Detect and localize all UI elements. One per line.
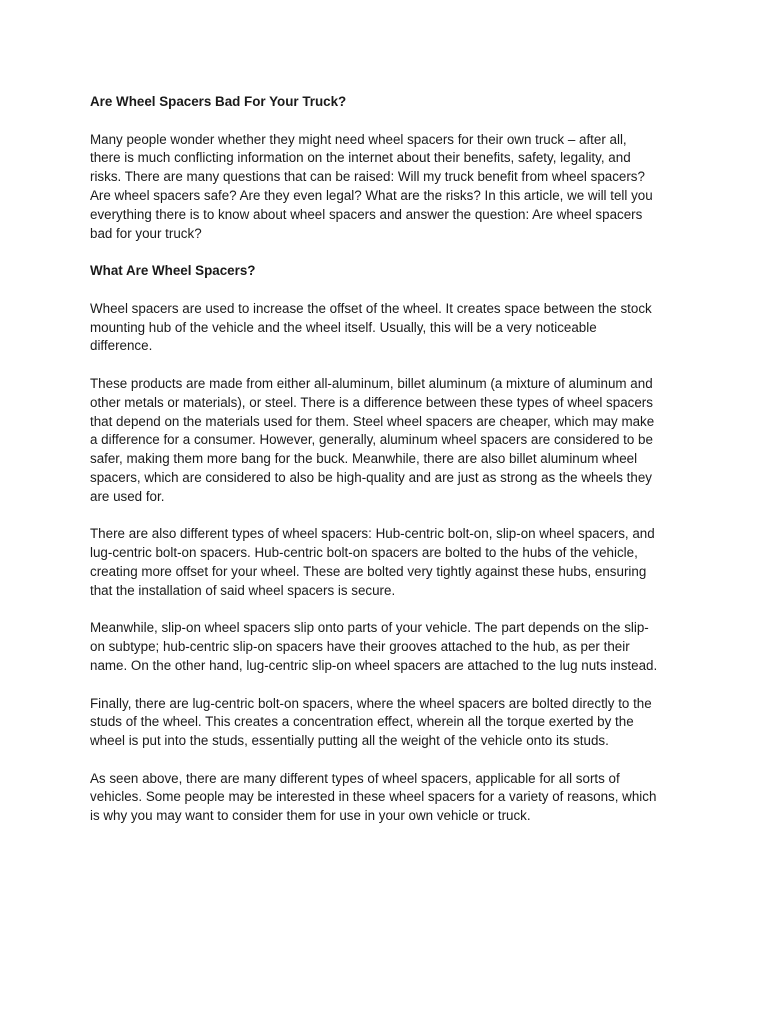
paragraph-line: As seen above, there are many different types of wheel spacers, applicable for all sorts of [90,770,620,786]
paragraph-line: spacers, which are considered to also be high-quality and are just as strong as the wheels they [90,469,652,485]
paragraph-line: Wheel spacers are used to increase the offset of the wheel. It creates space between the stock [90,300,652,316]
paragraph-line: These products are made from either all-aluminum, billet aluminum (a mixture of aluminum and [90,375,653,391]
paragraph-line: difference. [90,338,153,354]
paragraph-line: vehicles. Some people may be interested in these wheel spacers for a variety of reasons, which [90,789,657,805]
section-heading: What Are Wheel Spacers? [90,263,256,279]
intro-paragraph [90,131,680,244]
paragraph-definition [90,300,680,356]
intro-line: bad for your truck? [90,225,202,241]
paragraph-slip-on [90,619,680,675]
paragraph-line: are used for. [90,488,165,504]
paragraph-lug-centric [90,695,680,751]
paragraph-line: on subtype; hub-centric slip-on spacers have their grooves attached to the hub, as per their [90,639,630,655]
document-page [90,93,680,845]
document-title: Are Wheel Spacers Bad For Your Truck? [90,94,347,109]
paragraph-line: Finally, there are lug-centric bolt-on spacers, where the wheel spacers are bolted directly to the [90,695,652,711]
intro-line: risks. There are many questions that can be raised: Will my truck benefit from wheel spacers? [90,169,645,185]
paragraph-line: a difference for a consumer. However, generally, aluminum wheel spacers are considered to be [90,432,653,448]
paragraph-line: mounting hub of the vehicle and the wheel itself. Usually, this will be a very noticeable [90,319,597,335]
paragraph-line: There are also different types of wheel spacers: Hub-centric bolt-on, slip-on wheel spacers, and [90,526,655,542]
intro-line: Are wheel spacers safe? Are they even legal? What are the risks? In this article, we will tell you [90,187,653,203]
paragraph-line: that depend on the materials used for them. Steel wheel spacers are cheaper, which may make [90,413,655,429]
intro-line: there is much conflicting information on the internet about their benefits, safety, legality, and [90,150,631,166]
paragraph-materials [90,375,680,507]
paragraph-line: safer, making them more bang for the buck. Meanwhile, there are also billet aluminum wheel [90,451,638,467]
intro-line: Many people wonder whether they might need wheel spacers for their own truck – after all, [90,131,627,147]
intro-line: everything there is to know about wheel spacers and answer the question: Are wheel spacers [90,206,643,222]
paragraph-line: other metals or materials), or steel. There is a difference between these types of wheel spacers [90,394,653,410]
paragraph-conclusion [90,770,680,826]
paragraph-line: lug-centric bolt-on spacers. Hub-centric bolt-on spacers are bolted to the hubs of the vehicle, [90,545,638,561]
paragraph-line: name. On the other hand, lug-centric slip-on wheel spacers are attached to the lug nuts instead. [90,657,658,673]
paragraph-line: that the installation of said wheel spacers is secure. [90,582,396,598]
paragraph-line: wheel is put into the studs, essentially putting all the weight of the vehicle onto its studs. [90,733,609,749]
paragraph-line: creating more offset for your wheel. These are bolted very tightly against these hubs, ensuring [90,563,647,579]
paragraph-line: Meanwhile, slip-on wheel spacers slip onto parts of your vehicle. The part depends on the slip- [90,620,649,636]
paragraph-types [90,525,680,600]
paragraph-line: studs of the wheel. This creates a concentration effect, wherein all the torque exerted by the [90,714,634,730]
paragraph-line: is why you may want to consider them for use in your own vehicle or truck. [90,808,531,824]
